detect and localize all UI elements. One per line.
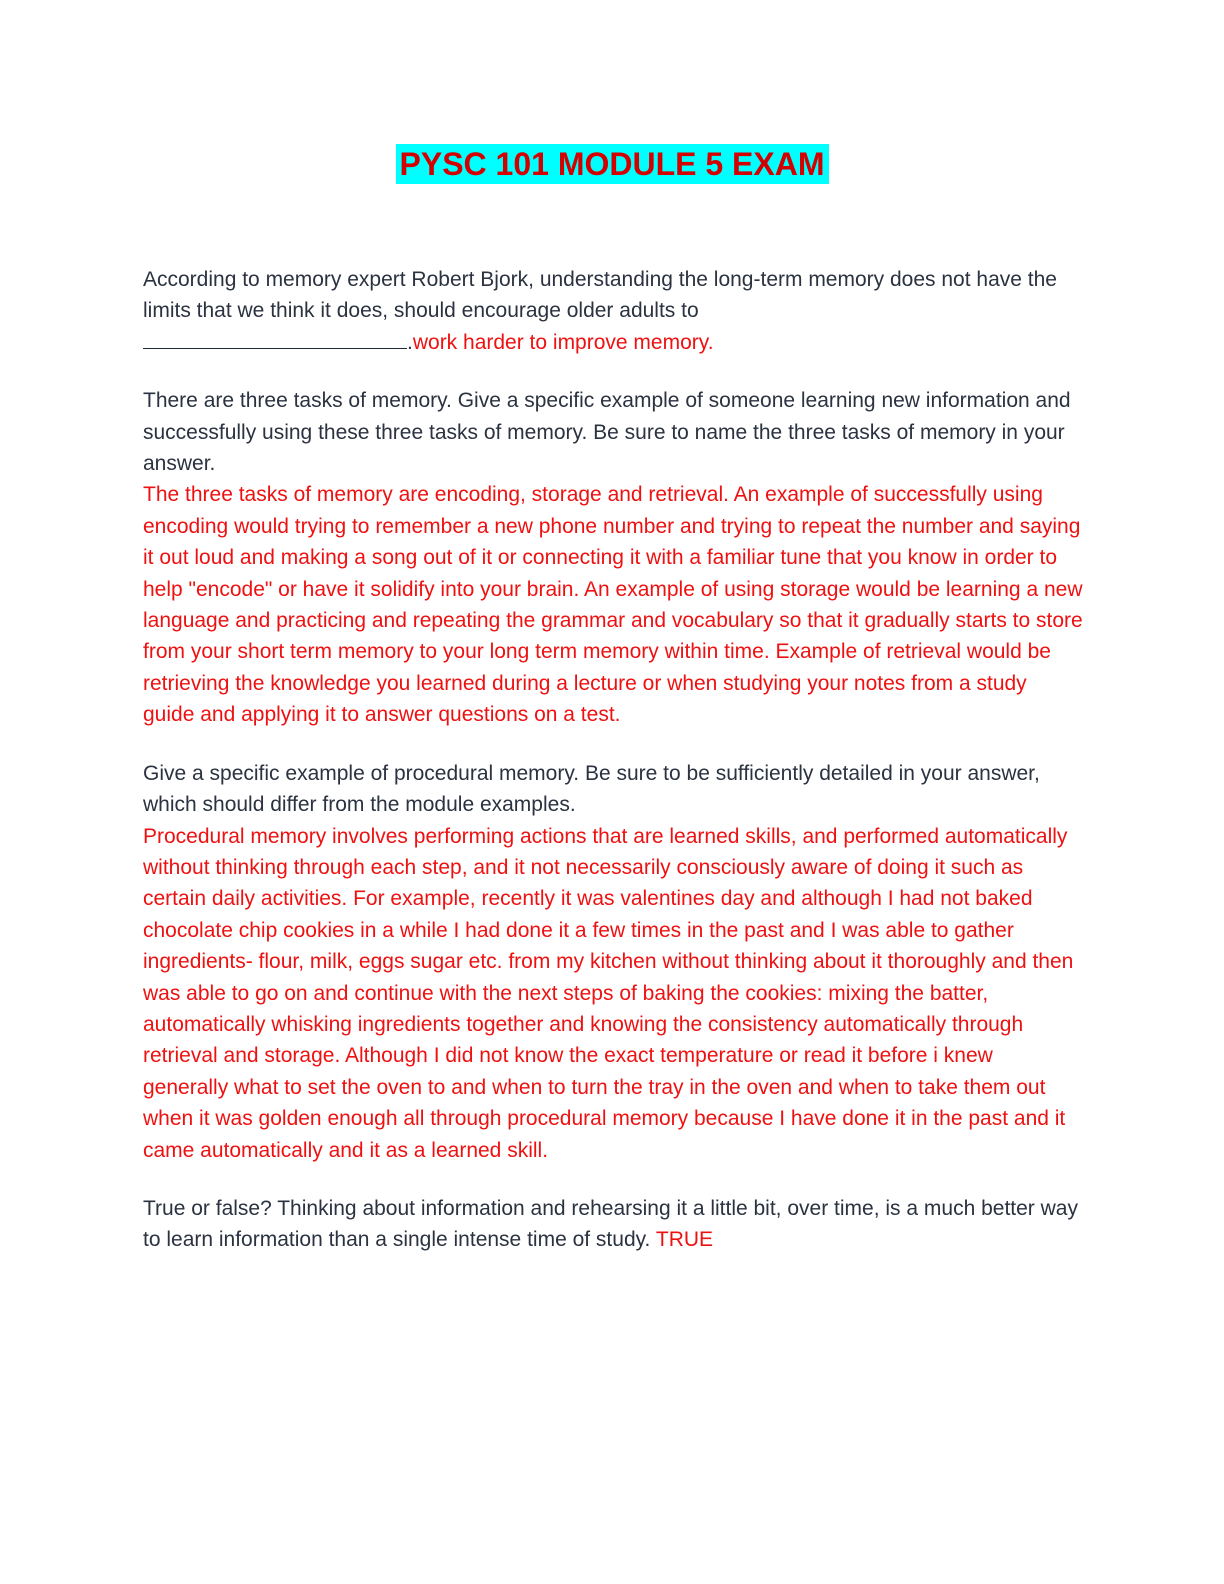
- question-block-1: [143, 264, 1083, 358]
- question-4-text: True or false? Thinking about information and rehearsing it a little bit, over time, is a much better way to learn information than a single intense time of study.: [143, 1196, 1078, 1252]
- answer-1-text: work harder to improve memory.: [412, 330, 714, 354]
- question-block-3: [143, 758, 1083, 1166]
- answer-2-text: The three tasks of memory are encoding, storage and retrieval. An example of successfully using encoding would trying to remember a new phone number and trying to repeat the number and saying it out loud and making a song out of it or connecting it with a familiar tune that you know in order to help "encode" or have it solidify into your brain. An example of using storage would be learning a new language and practicing and repeating the grammar and vocabulary so that it gradually starts to store from your short term memory to your long term memory within time. Example of retrieval would be retrieving the knowledge you learned during a lecture or when studying your notes from a study guide and applying it to answer questions on a test.: [143, 483, 1083, 727]
- question-2-text: There are three tasks of memory. Give a specific example of someone learning new information and successfully using these three tasks of memory. Be sure to name the three tasks of memory in your answer.: [143, 389, 1071, 476]
- question-1-text: According to memory expert Robert Bjork, understanding the long-term memory does not have the limits that we think it does, should encourage older adults to: [143, 268, 1057, 323]
- question-block-4: [143, 1193, 1083, 1256]
- answer-4-text: TRUE: [655, 1228, 714, 1252]
- question-block-2: [143, 385, 1083, 730]
- page-title: PYSC 101 MODULE 5 EXAM: [396, 144, 829, 184]
- question-3-text: Give a specific example of procedural memory. Be sure to be sufficiently detailed in your answer, which should differ from the module examples.: [143, 761, 1040, 817]
- answer-blank-line: [143, 329, 407, 349]
- answer-3-text: Procedural memory involves performing actions that are learned skills, and performed automatically without thinking through each step, and it not necessarily consciously aware of doing it such as certain daily activities. For example, recently it was valentines day and although I had not baked chocolate chip cookies in a while I had done it a few times in the past and I was able to gather ingredients- flour, milk, eggs sugar etc. from my kitchen without thinking about it thoroughly and then was able to go on and continue with the next steps of baking the cookies: mixing the batter, automatically whisking ingredients together and knowing the consistency automatically through retrieval and storage. Although I did not know the exact temperature or read it before i knew generally what to set the oven to and when to turn the tray in the oven and when to take them out when it was golden enough all through procedural memory because I have done it in the past and it came automatically and it as a learned skill.: [143, 824, 1074, 1162]
- blank-suffix: .: [407, 330, 413, 354]
- exam-content: [143, 264, 1083, 1283]
- title-container: [0, 144, 1224, 184]
